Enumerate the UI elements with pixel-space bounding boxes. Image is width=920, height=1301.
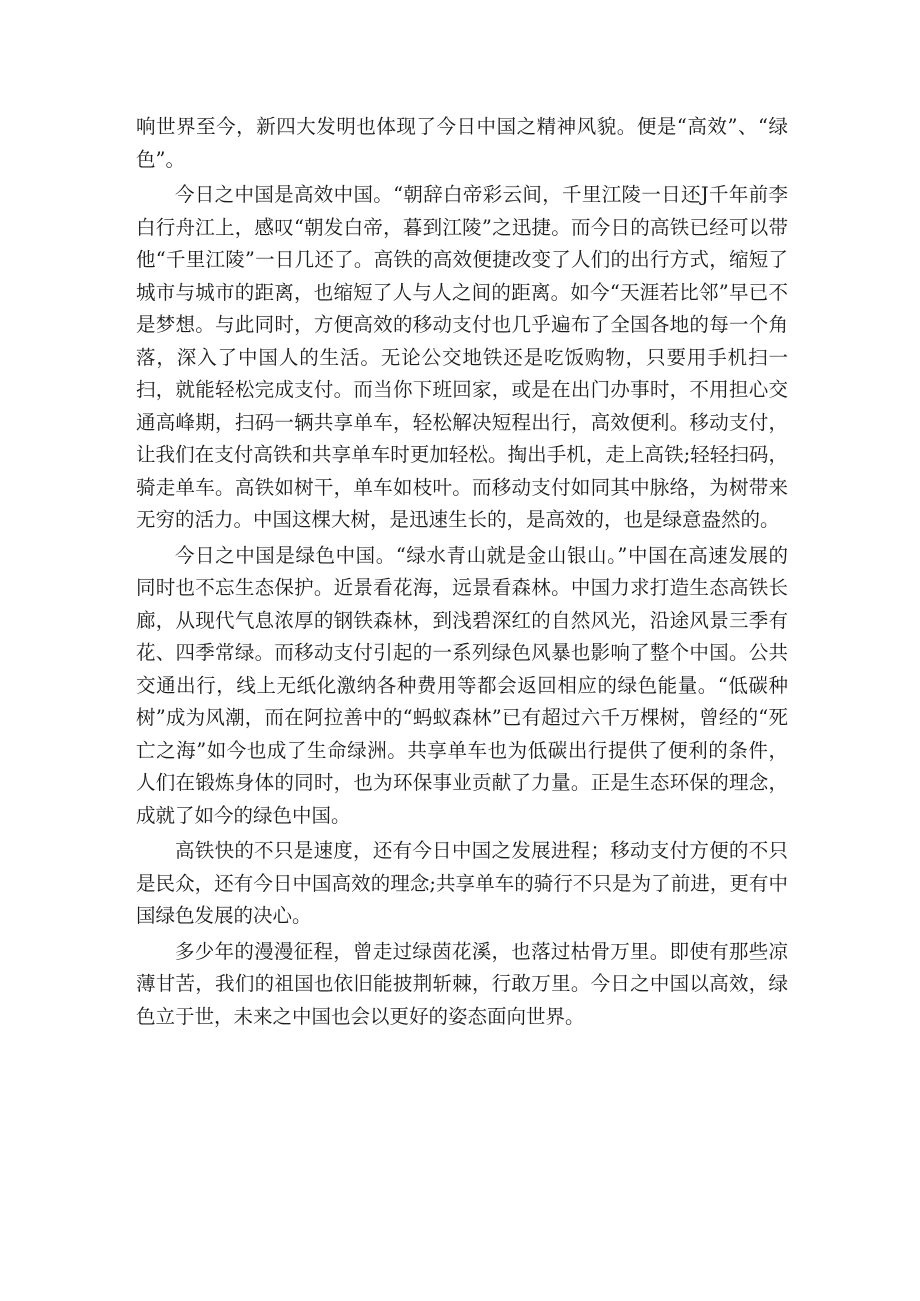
paragraph-efficient-china: 今日之中国是高效中国。“朝辞白帝彩云间，千里江陵一日还J千年前李白行舟江上，感叹“朝发白帝，暮到江陵”之迅捷。而今日的高铁已经可以带他“千里江陵”一日几还了。高铁的高效便捷改变了人们的出行方式，缩短了城市与城市的距离，也缩短了人与人之间的距离。如今“天涯若比邻”早已不是梦想。与此同时，方便高效的移动支付也几乎遍布了全国各地的每一个角落，深入了中国人的生活。无论公交地铁还是吃饭购物，只要用手机扫一扫，就能轻松完成支付。而当你下班回家，或是在出门办事时，不用担心交通高峰期，扫码一辆共享单车，轻松解决短程出行，高效便利。移动支付，让我们在支付高铁和共享单车时更加轻松。掏出手机，走上高铁;轻轻扫码，骑走单车。高铁如树干，单车如枝叶。而移动支付如同其中脉络，为树带来无穷的活力。中国这棵大树，是迅速生长的，是高效的，也是绿意盎然的。 — [136, 183, 788, 531]
paragraph-continuation: 响世界至今，新四大发明也体现了今日中国之精神风貌。便是“高效”、“绿色”。 — [136, 115, 788, 171]
paragraph-conclusion: 多少年的漫漫征程，曾走过绿茵花溪，也落过枯骨万里。即使有那些凉薄甘苦，我们的祖国也依旧能披荆斩棘，行敢万里。今日之中国以高效，绿色立于世，未来之中国也会以更好的姿态面向世界。 — [136, 939, 788, 1028]
paragraph-green-china: 今日之中国是绿色中国。“绿水青山就是金山银山。”中国在高速发展的同时也不忘生态保护。近景看花海，远景看森林。中国力求打造生态高铁长廊，从现代气息浓厚的钢铁森林，到浅碧深红的自然风光，沿途风景三季有花、四季常绿。而移动支付引起的一系列绿色风暴也影响了整个中国。公共交通出行，线上无纸化激纳各种费用等都会返回相应的绿色能量。“低碳种树”成为风潮，而在阿拉善中的“蚂蚁森林”已有超过六千万棵树，曾经的“死亡之海”如今也成了生命绿洲。共享单车也为低碳出行提供了便利的条件，人们在锻炼身体的同时，也为环保事业贡献了力量。正是生态环保的理念，成就了如今的绿色中国。 — [136, 543, 788, 827]
paragraph-summary: 高铁快的不只是速度，还有今日中国之发展进程；移动支付方便的不只是民众，还有今日中国高效的理念;共享单车的骑行不只是为了前进，更有中国绿色发展的决心。 — [136, 839, 788, 927]
essay-body — [136, 111, 788, 1033]
